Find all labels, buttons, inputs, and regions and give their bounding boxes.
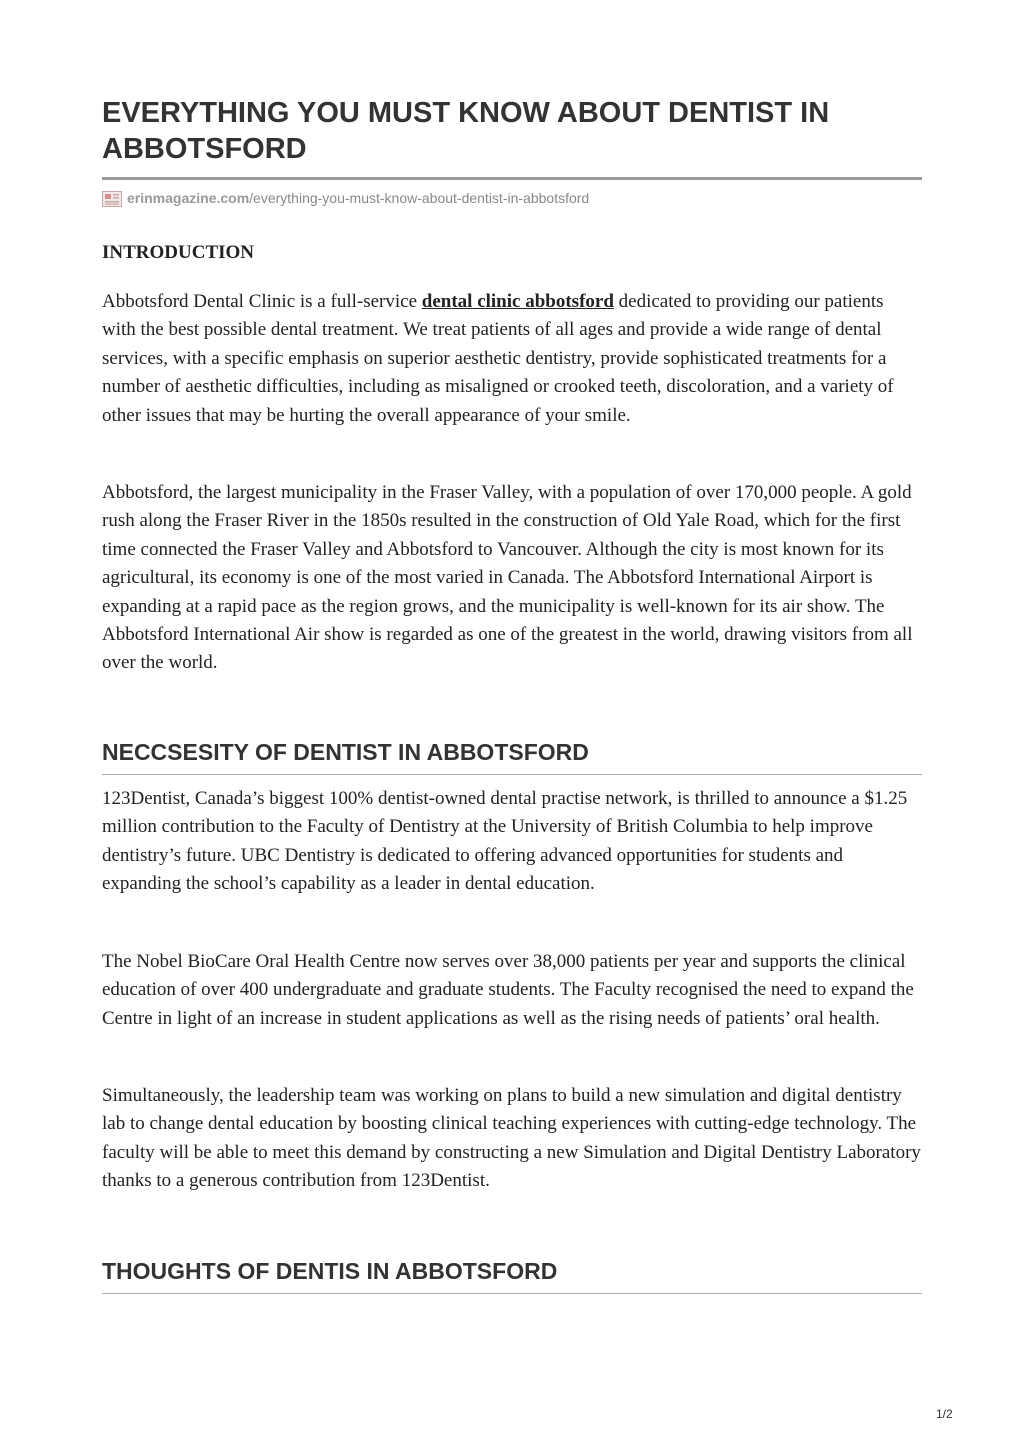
section-divider <box>102 1293 922 1294</box>
section-heading-thoughts: THOUGHTS OF DENTIS IN ABBOTSFORD <box>102 1258 558 1284</box>
page-number: 1/2 <box>936 1407 953 1421</box>
necessity-paragraph-3: Simultaneously, the leadership team was working on plans to build a new simulation and digital dentistry lab to change dental education by boosting clinical teaching experiences with cutting-edge technology. The faculty will be able to meet this demand by constructing a new Simulation and Digital Dentistry Laboratory thanks to a generous contribution from 123Dentist. <box>102 1085 921 1192</box>
intro-heading: INTRODUCTION <box>102 242 255 263</box>
source-domain: erinmagazine.com <box>127 190 250 206</box>
section-heading-necessity: NECCSESITY OF DENTIST IN ABBOTSFORD <box>102 739 589 765</box>
section-divider <box>102 774 922 775</box>
intro-paragraph-1 <box>102 288 922 430</box>
dental-clinic-link[interactable]: dental clinic abbotsford <box>421 291 614 312</box>
necessity-paragraph-1: 123Dentist, Canada’s biggest 100% dentist-owned dental practise network, is thrilled to announce a $1.25 million contribution to the Faculty of Dentistry at the University of British Columbia to help improve dentistry’s future. UBC Dentistry is dedicated to offering advanced opportunities for students and expanding the school’s capability as a leader in dental education. <box>102 788 908 895</box>
document-title: EVERYTHING YOU MUST KNOW ABOUT DENTIST IN ABBOTSFORD <box>102 97 830 165</box>
intro-p1-text-b: dedicated to providing our patients with the best possible dental treatment. We treat patients of all ages and provide a wide range of dental services, with a specific emphasis on superior aesthetic dentistry, provide sophisticated treatments for a number of aesthetic difficulties, including as misaligned or crooked teeth, discoloration, and a variety of other issues that may be hurting the overall appearance of your smile. <box>102 291 894 426</box>
source-path: /everything-you-must-know-about-dentist-in-abbotsford <box>249 190 590 206</box>
title-divider <box>102 177 922 180</box>
necessity-paragraph-2: The Nobel BioCare Oral Health Centre now serves over 38,000 patients per year and supports the clinical education of over 400 undergraduate and graduate students. The Faculty recognised the need to expand the Centre in light of an increase in student applications as well as the rising needs of patients’ oral health. <box>102 951 914 1029</box>
intro-p1-text-a: Abbotsford Dental Clinic is a full-service <box>102 291 422 312</box>
newspaper-icon <box>102 190 122 207</box>
intro-paragraph-2: Abbotsford, the largest municipality in the Fraser Valley, with a population of over 170,000 people. A gold rush along the Fraser River in the 1850s resulted in the construction of Old Yale Road, which for the first time connected the Fraser Valley and Abbotsford to Vancouver. Although the city is most known for its agricultural, its economy is one of the most varied in Canada. The Abbotsford International Airport is expanding at a rapid pace as the region grows, and the municipality is well-known for its air show. The Abbotsford International Air show is regarded as one of the greatest in the world, drawing visitors from all over the world. <box>102 482 913 674</box>
source-url[interactable] <box>102 188 589 208</box>
